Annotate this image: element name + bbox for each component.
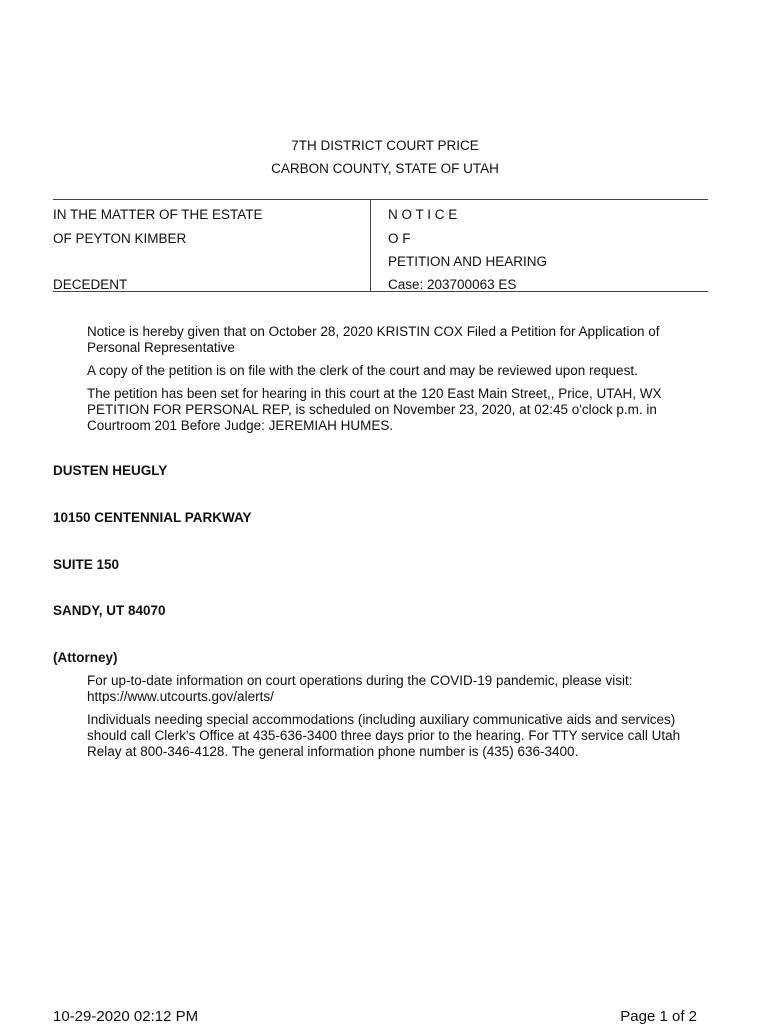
footer-page-number: Page 1 of 2 bbox=[620, 1008, 697, 1025]
footer-timestamp: 10-29-2020 02:12 PM bbox=[53, 1008, 199, 1025]
caption-estate-line1: IN THE MATTER OF THE ESTATE bbox=[53, 207, 263, 222]
court-name: 7TH DISTRICT COURT PRICE bbox=[291, 138, 479, 153]
caption-decedent: DECEDENT bbox=[53, 277, 128, 292]
caption-top-rule bbox=[53, 199, 708, 200]
caption-of: O F bbox=[388, 231, 411, 246]
caption-divider bbox=[370, 200, 371, 291]
attorney-address-line2: SUITE 150 bbox=[53, 557, 120, 572]
attorney-name: DUSTEN HEUGLY bbox=[53, 463, 168, 478]
attorney-address-line1: 10150 CENTENNIAL PARKWAY bbox=[53, 510, 252, 525]
caption-notice-title: N O T I C E bbox=[388, 207, 458, 222]
county-state: CARBON COUNTY, STATE OF UTAH bbox=[271, 161, 499, 176]
caption-bottom-rule bbox=[53, 291, 708, 292]
attorney-role: (Attorney) bbox=[53, 650, 118, 665]
attorney-city-state-zip: SANDY, UT 84070 bbox=[53, 603, 166, 618]
caption-case-number: Case: 203700063 ES bbox=[388, 277, 517, 292]
covid-notice: For up-to-date information on court operations during the COVID-19 pandemic, please visit: https://www.utcourts.gov/alerts/ bbox=[87, 673, 633, 704]
notice-paragraph-hearing: The petition has been set for hearing in this court at the 120 East Main Street,, Price, UTAH, WX PETITION FOR PERSONAL REP, is scheduled on November 23, 2020, at 02:45 o'clock p.m. in Courtroom 201 Before Judge: JEREMIAH HUMES. bbox=[87, 386, 662, 433]
notice-paragraph-filing: Notice is hereby given that on October 28, 2020 KRISTIN COX Filed a Petition for Application of Personal Representative bbox=[87, 324, 660, 355]
accommodations-notice: Individuals needing special accommodations (including auxiliary communicative aids and services) should call Clerk's Office at 435-636-3400 three days prior to the hearing. For TTY service call Utah Relay at 800-346-4128. The general information phone number is (435) 636-3400. bbox=[87, 712, 681, 759]
caption-estate-line2: OF PEYTON KIMBER bbox=[53, 231, 187, 246]
notice-paragraph-copy: A copy of the petition is on file with the clerk of the court and may be reviewed upon request. bbox=[87, 363, 638, 378]
caption-petition-hearing: PETITION AND HEARING bbox=[388, 254, 548, 269]
